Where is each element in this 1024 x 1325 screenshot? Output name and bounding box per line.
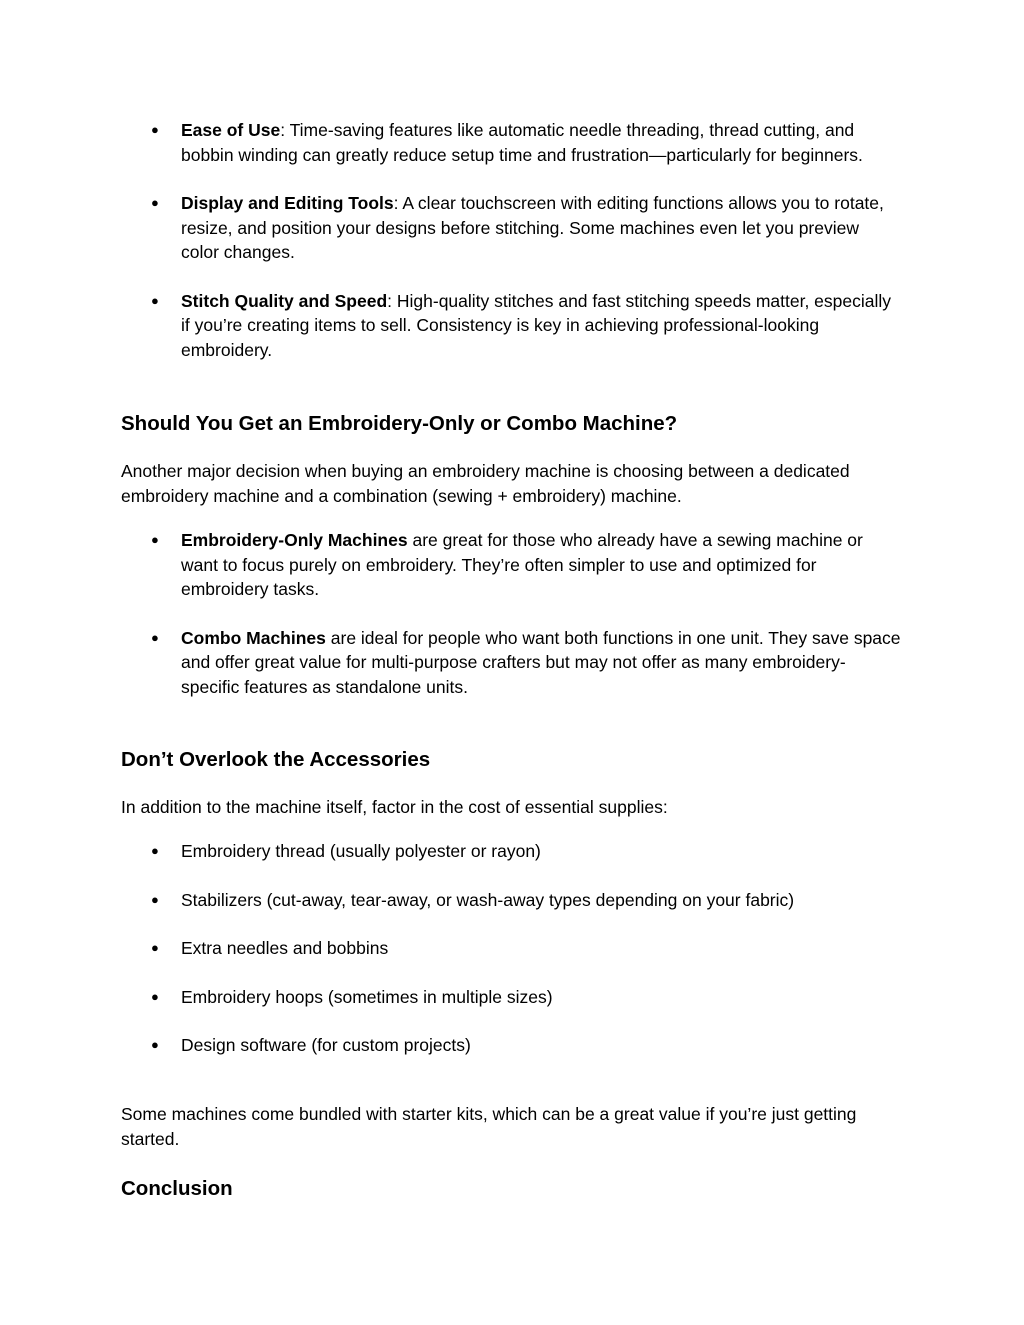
list-item <box>121 839 901 864</box>
list-item <box>121 985 901 1010</box>
list-item <box>121 289 901 363</box>
bullet-icon: ● <box>151 122 159 137</box>
bullet-icon: ● <box>151 195 159 210</box>
list-item-text: Design software (for custom projects) <box>181 1035 471 1055</box>
list-item <box>121 626 901 700</box>
list-item-text: are ideal for people who want both functions in one unit. They save space and offer great value for multi-purpose crafters but may not offer as many embroidery-specific features as standalone units. <box>181 627 901 697</box>
bullet-icon: ● <box>151 292 159 308</box>
list-item <box>121 191 901 265</box>
list-item-text: : Time-saving features like automatic needle threading, thread cutting, and bobbin winding can greatly reduce setup time and frustration—particularly for beginners. <box>181 120 863 165</box>
bullet-icon: ● <box>151 891 159 907</box>
bullet-icon: ● <box>151 988 159 1004</box>
list-item <box>121 888 901 913</box>
section-heading: Conclusion <box>121 1177 233 1200</box>
list-item-term: Combo Machines <box>181 627 326 648</box>
list-item-term: Embroidery-Only Machines <box>181 530 408 550</box>
list-item <box>121 528 901 602</box>
list-item-text: Embroidery thread (usually polyester or rayon) <box>181 841 541 861</box>
section-heading: Don’t Overlook the Accessories <box>121 748 431 771</box>
section-heading: Should You Get an Embroidery-Only or Combo Machine? <box>121 412 678 435</box>
paragraph: Some machines come bundled with starter kits, which can be a great value if you’re just getting started. <box>121 1104 857 1149</box>
list-item-text: : High-quality stitches and fast stitching speeds matter, especially if you’re creating items to sell. Consistency is key in achieving professional-looking embroidery. <box>181 290 892 360</box>
list-item-text: are great for those who already have a sewing machine or want to focus purely on embroidery. They’re often simpler to use and optimized for embroidery tasks. <box>181 530 863 599</box>
list-item-term: Ease of Use <box>181 120 281 140</box>
list-item-text: Embroidery hoops (sometimes in multiple sizes) <box>181 986 553 1007</box>
list-item-text: Stabilizers (cut-away, tear-away, or wash-away types depending on your fabric) <box>181 889 795 910</box>
list-item <box>121 936 901 961</box>
list-item-term: Stitch Quality and Speed <box>181 290 388 311</box>
list-item-text: : A clear touchscreen with editing functions allows you to rotate, resize, and position your designs before stitching. Some machines even let you preview color changes. <box>181 193 884 262</box>
feature-list <box>121 118 911 362</box>
bullet-icon: ● <box>151 1037 159 1052</box>
paragraph: In addition to the machine itself, factor in the cost of essential supplies: <box>121 797 668 817</box>
bullet-icon: ● <box>151 629 159 645</box>
bullet-icon: ● <box>151 843 159 858</box>
bullet-icon: ● <box>151 532 159 547</box>
machine-type-list <box>121 528 911 699</box>
paragraph: Another major decision when buying an embroidery machine is choosing between a dedicated embroidery machine and a combination (sewing + embroidery) machine. <box>121 461 850 506</box>
list-item-term: Display and Editing Tools <box>181 193 394 213</box>
list-item <box>121 118 901 167</box>
bullet-icon: ● <box>151 940 159 955</box>
accessories-list <box>121 839 911 1058</box>
list-item-text: Extra needles and bobbins <box>181 938 389 958</box>
list-item <box>121 1033 901 1058</box>
